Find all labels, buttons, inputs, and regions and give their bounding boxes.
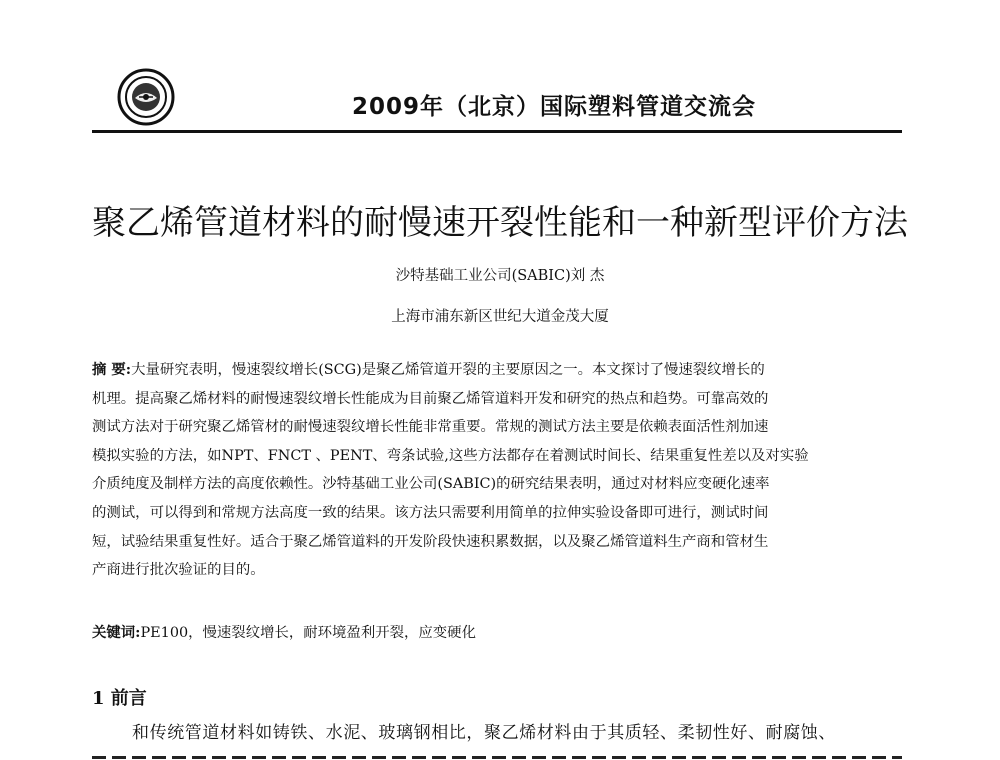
keywords-label: 关键词: — [92, 624, 141, 641]
author-address: 上海市浦东新区世纪大道金茂大厦 — [391, 309, 609, 325]
cropped-text-line — [92, 752, 902, 760]
header-rule — [92, 130, 902, 133]
abstract — [92, 356, 906, 585]
conference-title: 2009年（北京）国际塑料管道交流会 — [352, 94, 757, 120]
body-paragraph-line: 和传统管道材料如铸铁、水泥、玻璃钢相比，聚乙烯材料由于其质轻、柔韧性好、耐腐蚀、 — [132, 723, 836, 743]
section-heading-introduction: 1 前言 — [92, 688, 147, 709]
abstract-line-5: 介质纯度及制样方法的高度依赖性。沙特基础工业公司(SABIC)的研究结果表明，通过对材料应变硬化速率 — [92, 476, 770, 493]
abstract-line-6: 的测试，可以得到和常规方法高度一致的结果。该方法只需要利用简单的拉伸实验设备即可进行，测试时间 — [92, 504, 769, 521]
paper-title: 聚乙烯管道材料的耐慢速开裂性能和一种新型评价方法 — [92, 203, 908, 243]
abstract-label: 摘 要: — [92, 361, 132, 378]
conference-seal-icon — [117, 68, 175, 126]
keywords — [92, 621, 906, 642]
abstract-line-4: 模拟实验的方法，如NPT、FNCT 、PENT、弯条试验,这些方法都存在着测试时间长、结果重复性差以及对实验 — [92, 447, 809, 464]
author-affiliation: 沙特基础工业公司(SABIC)刘 杰 — [395, 268, 605, 284]
abstract-line-8: 产商进行批次验证的目的。 — [92, 562, 265, 579]
abstract-line-7: 短，试验结果重复性好。适合于聚乙烯管道料的开发阶段快速积累数据，以及聚乙烯管道料生产商和管材生 — [92, 533, 769, 550]
abstract-line-2: 机理。提高聚乙烯材料的耐慢速裂纹增长性能成为目前聚乙烯管道料开发和研究的热点和趋势。可靠高效的 — [92, 390, 769, 407]
abstract-line-3: 测试方法对于研究聚乙烯管材的耐慢速裂纹增长性能非常重要。常规的测试方法主要是依赖表面活性剂加速 — [92, 419, 769, 436]
abstract-line-1: 摘 要:大量研究表明，慢速裂纹增长(SCG)是聚乙烯管道开裂的主要原因之一。本文探讨了慢速裂纹增长的 — [92, 361, 765, 378]
keywords-text: PE100，慢速裂纹增长，耐环境盈利开裂，应变硬化 — [140, 625, 476, 641]
